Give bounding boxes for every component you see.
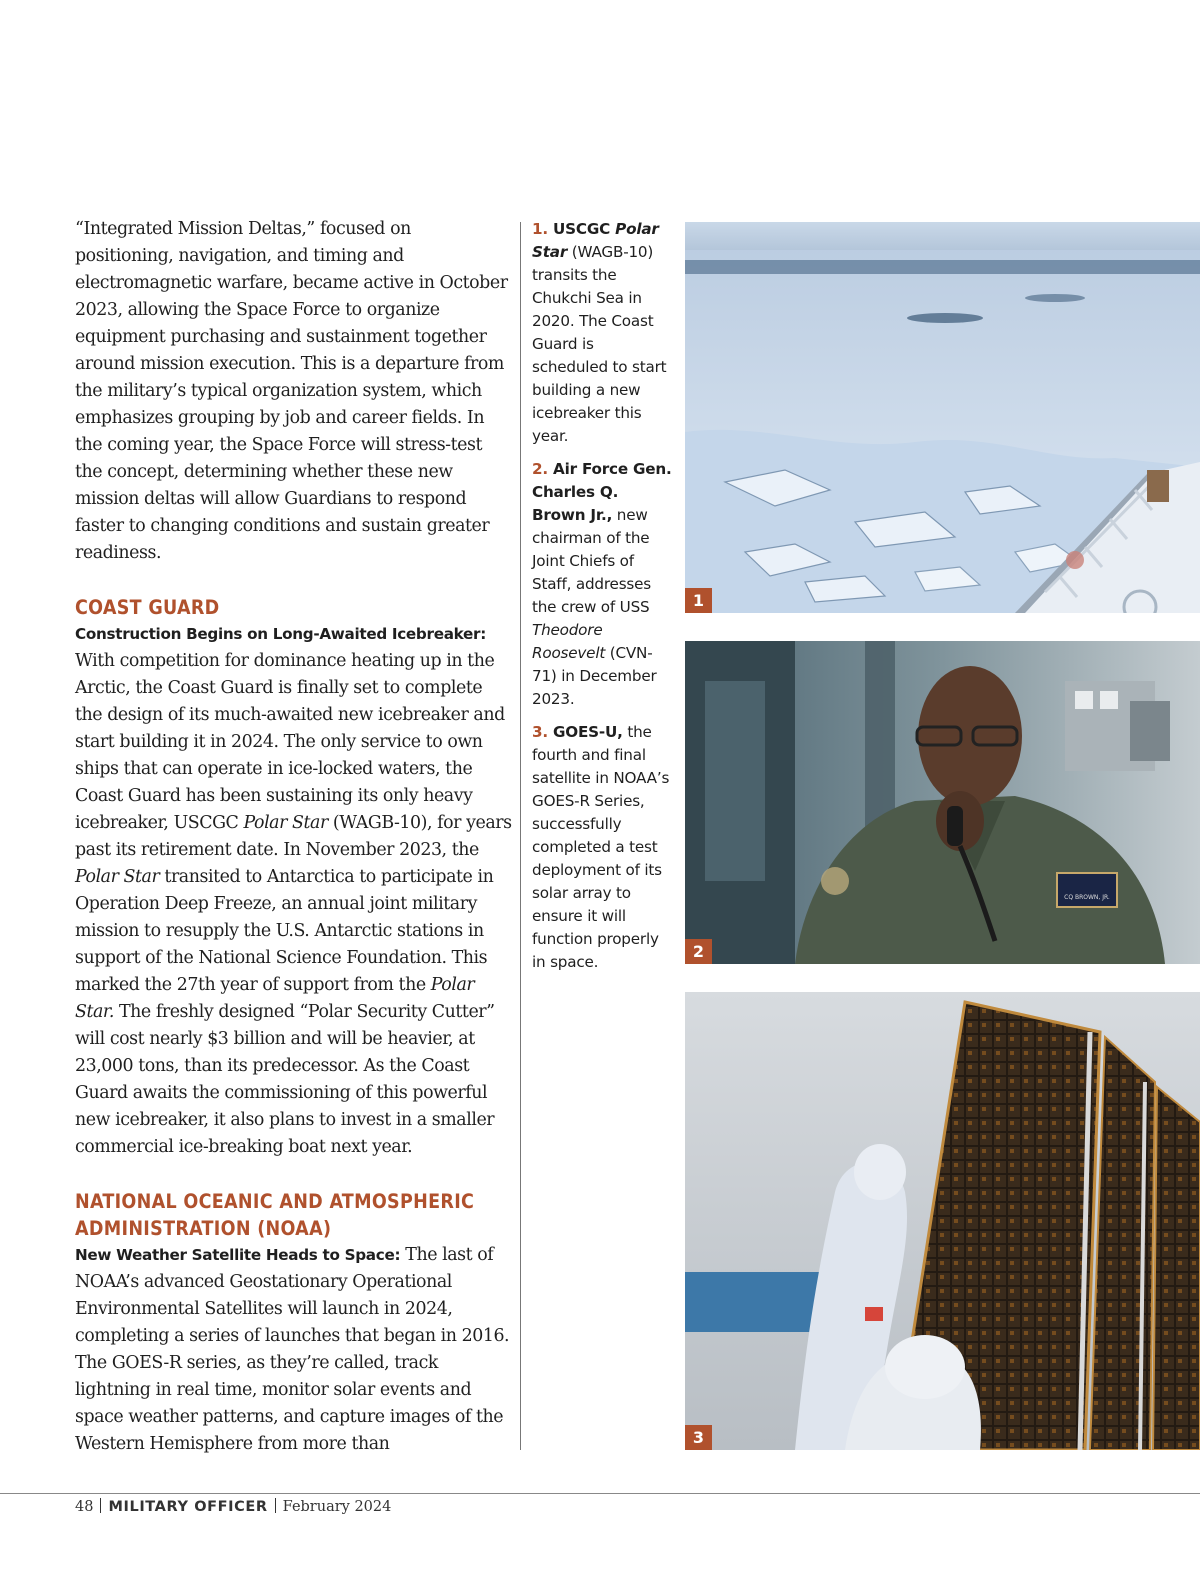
issue-date: February 2024 — [282, 1499, 392, 1515]
caption-2-italic: Theodore Roosevelt — [532, 621, 606, 662]
footer-separator — [275, 1498, 276, 1513]
section-heading-noaa: NATIONAL OCEANIC AND ATMOSPHERIC ADMINISTRATION (NOAA) — [75, 1190, 475, 1240]
photo-badge-3: 3 — [685, 1425, 712, 1450]
coast-guard-ital-3: Polar Star. — [75, 975, 475, 1022]
caption-2-text-1: new chairman of the Joint Chiefs of Staff, addresses the crew of USS — [532, 506, 651, 616]
coast-guard-text-1: With competition for dominance heating up in the Arctic, the Coast Guard is finally set to complete the design of its much-awaited new icebreaker and start building it in 2024. The only service to own ships that can operate in ice-locked waters, the Coast Guard has been sustaining its only heavy icebreaker, USCGC — [75, 651, 505, 833]
name-patch-text: CQ BROWN, JR. — [1064, 894, 1110, 901]
coast-guard-text-2: (WAGB-10), for years past its retirement date. In November 2023, the — [75, 813, 512, 860]
noaa-text: The last of NOAA’s advanced Geostationary Operational Environmental Satellites will launch in 2024, completing a series of launches that began in 2016. The GOES-R series, as they’re called, track lightning in real time, monitor solar events and space weather patterns, and capture images of the Western Hemisphere from more than — [75, 1245, 510, 1454]
photo-badge-1: 1 — [685, 588, 712, 613]
magazine-name: MILITARY OFFICER — [108, 1499, 268, 1515]
general-portrait-photo — [685, 641, 1200, 964]
coast-guard-paragraph — [75, 621, 513, 1161]
footer-separator — [100, 1498, 101, 1513]
coast-guard-text-3: transited to Antarctica to participate in Operation Deep Freeze, an annual joint military mission to resupply the U.S. Antarctic stations in support of the National Science Foundation. This marked the 27th year of support from the — [75, 867, 494, 995]
photo-badge-2: 2 — [685, 939, 712, 964]
caption-2-bold: Air Force Gen. Charles Q. Brown Jr., — [532, 460, 672, 524]
section-heading-coast-guard: COAST GUARD — [75, 596, 220, 619]
caption-1-number: 1. — [532, 220, 548, 238]
noaa-paragraph — [75, 1242, 513, 1458]
coast-guard-lead: Construction Begins on Long-Awaited Icebreaker: — [75, 625, 487, 643]
article-body — [75, 216, 513, 1458]
caption-2-number: 2. — [532, 460, 548, 478]
column-divider — [520, 222, 521, 1450]
intro-paragraph: “Integrated Mission Deltas,” focused on positioning, navigation, and timing and electromagnetic warfare, became active in October 2023, allowing the Space Force to organize equipment purchasing and sustainment together around mission execution. This is a departure from the military’s typical organization system, which emphasizes grouping by job and career fields. In the coming year, the Space Force will stress-test the concept, determining whether these new mission deltas will allow Guardians to respond faster to changing conditions and sustain greater readiness. — [75, 219, 508, 563]
coast-guard-text-4: The freshly designed “Polar Security Cutter” will cost nearly $3 billion and will be heavier, at 23,000 tons, than its predecessor. As the Coast Guard awaits the commissioning of this powerful new icebreaker, it also plans to invest in a smaller commercial ice-breaking boat next year. — [75, 1002, 495, 1157]
noaa-lead: New Weather Satellite Heads to Space: — [75, 1246, 401, 1264]
page-footer — [75, 1497, 391, 1519]
footer-rule — [0, 1493, 1200, 1494]
icebreaker-photo — [685, 222, 1200, 613]
page-number: 48 — [75, 1499, 94, 1515]
caption-3 — [532, 721, 672, 974]
satellite-solar-array-photo — [685, 992, 1200, 1450]
caption-2 — [532, 458, 672, 711]
caption-1-text: (WAGB-10) transits the Chukchi Sea in 2020. The Coast Guard is scheduled to start building a new icebreaker this year. — [532, 243, 667, 445]
coast-guard-ital-2: Polar Star — [75, 867, 160, 887]
caption-2-text-2: (CVN-71) in December 2023. — [532, 644, 657, 708]
caption-1-bold: USCGC — [547, 220, 616, 238]
satellite-solar-array-image — [685, 992, 1200, 1450]
caption-3-text: the fourth and final satellite in NOAA’s GOES-R Series, successfully completed a test deployment of its solar array to ensure it will function properly in space. — [532, 723, 670, 971]
caption-3-bold: GOES-U, — [547, 723, 623, 741]
icebreaker-image — [685, 222, 1200, 613]
caption-3-number: 3. — [532, 723, 548, 741]
coast-guard-ital-1: Polar Star — [243, 813, 328, 833]
general-portrait-image — [685, 641, 1200, 964]
caption-1-bold-italic: Polar Star — [532, 220, 659, 261]
caption-1 — [532, 218, 672, 448]
captions-column — [532, 218, 672, 984]
